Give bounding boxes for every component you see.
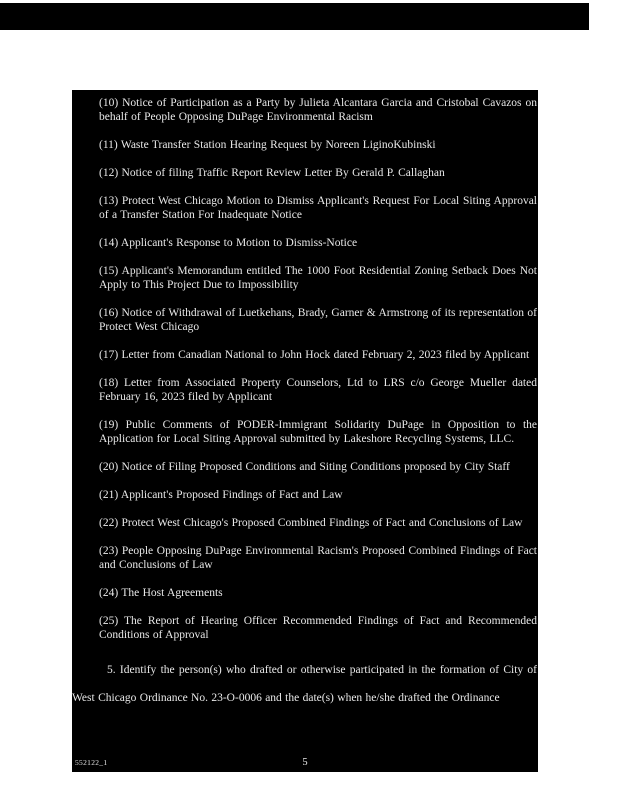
page-number: 5 [302,757,308,768]
exhibit-item-13: (13) Protect West Chicago Motion to Dismiss Applicant's Request For Local Siting Approval of a Transfer Station For Inadequate Notice [99,195,537,221]
exhibit-item-23: (23) People Opposing DuPage Environmental Racism's Proposed Combined Findings of Fact and Conclusions of Law [99,545,537,571]
exhibit-item-10: (10) Notice of Participation as a Party by Julieta Alcantara Garcia and Cristobal Cavazos on behalf of People Opposing DuPage Environmental Racism [99,97,537,123]
exhibit-item-20: (20) Notice of Filing Proposed Conditions and Siting Conditions proposed by City Staff [99,461,510,473]
exhibit-item-15: (15) Applicant's Memorandum entitled The 1000 Foot Residential Zoning Setback Does Not Apply to This Project Due to Impossibility [99,265,537,291]
exhibit-item-22: (22) Protect West Chicago's Proposed Combined Findings of Fact and Conclusions of Law [99,517,523,529]
exhibit-item-21: (21) Applicant's Proposed Findings of Fact and Law [99,489,343,501]
exhibit-item-16: (16) Notice of Withdrawal of Luetkehans, Brady, Garner & Armstrong of its representation of Protect West Chicago [99,307,537,333]
scan-artifact-top-bar [0,3,589,30]
interrogatory-question-5: 5. Identify the person(s) who drafted or otherwise participated in the formation of City of West Chicago Ordinance No. 23-O-0006 and the date(s) when he/she drafted the Ordinance [72,664,537,704]
document-id-footer: 552122_1 [75,758,108,767]
exhibit-item-14: (14) Applicant's Response to Motion to Dismiss-Notice [99,237,358,249]
exhibit-list [99,96,537,642]
exhibit-item-19: (19) Public Comments of PODER-Immigrant Solidarity DuPage in Opposition to the Application for Local Siting Approval submitted by Lakeshore Recycling Systems, LLC. [99,419,537,445]
exhibit-item-24: (24) The Host Agreements [99,587,223,599]
exhibit-item-12: (12) Notice of filing Traffic Report Review Letter By Gerald P. Callaghan [99,167,445,179]
exhibit-item-17: (17) Letter from Canadian National to John Hock dated February 2, 2023 filed by Applicant [99,349,530,361]
exhibit-item-18: (18) Letter from Associated Property Counselors, Ltd to LRS c/o George Mueller dated February 16, 2023 filed by Applicant [99,377,537,403]
document-page [72,90,538,772]
exhibit-item-11: (11) Waste Transfer Station Hearing Request by Noreen LiginoKubinski [99,139,436,151]
exhibit-item-25: (25) The Report of Hearing Officer Recommended Findings of Fact and Recommended Conditions of Approval [99,615,537,641]
